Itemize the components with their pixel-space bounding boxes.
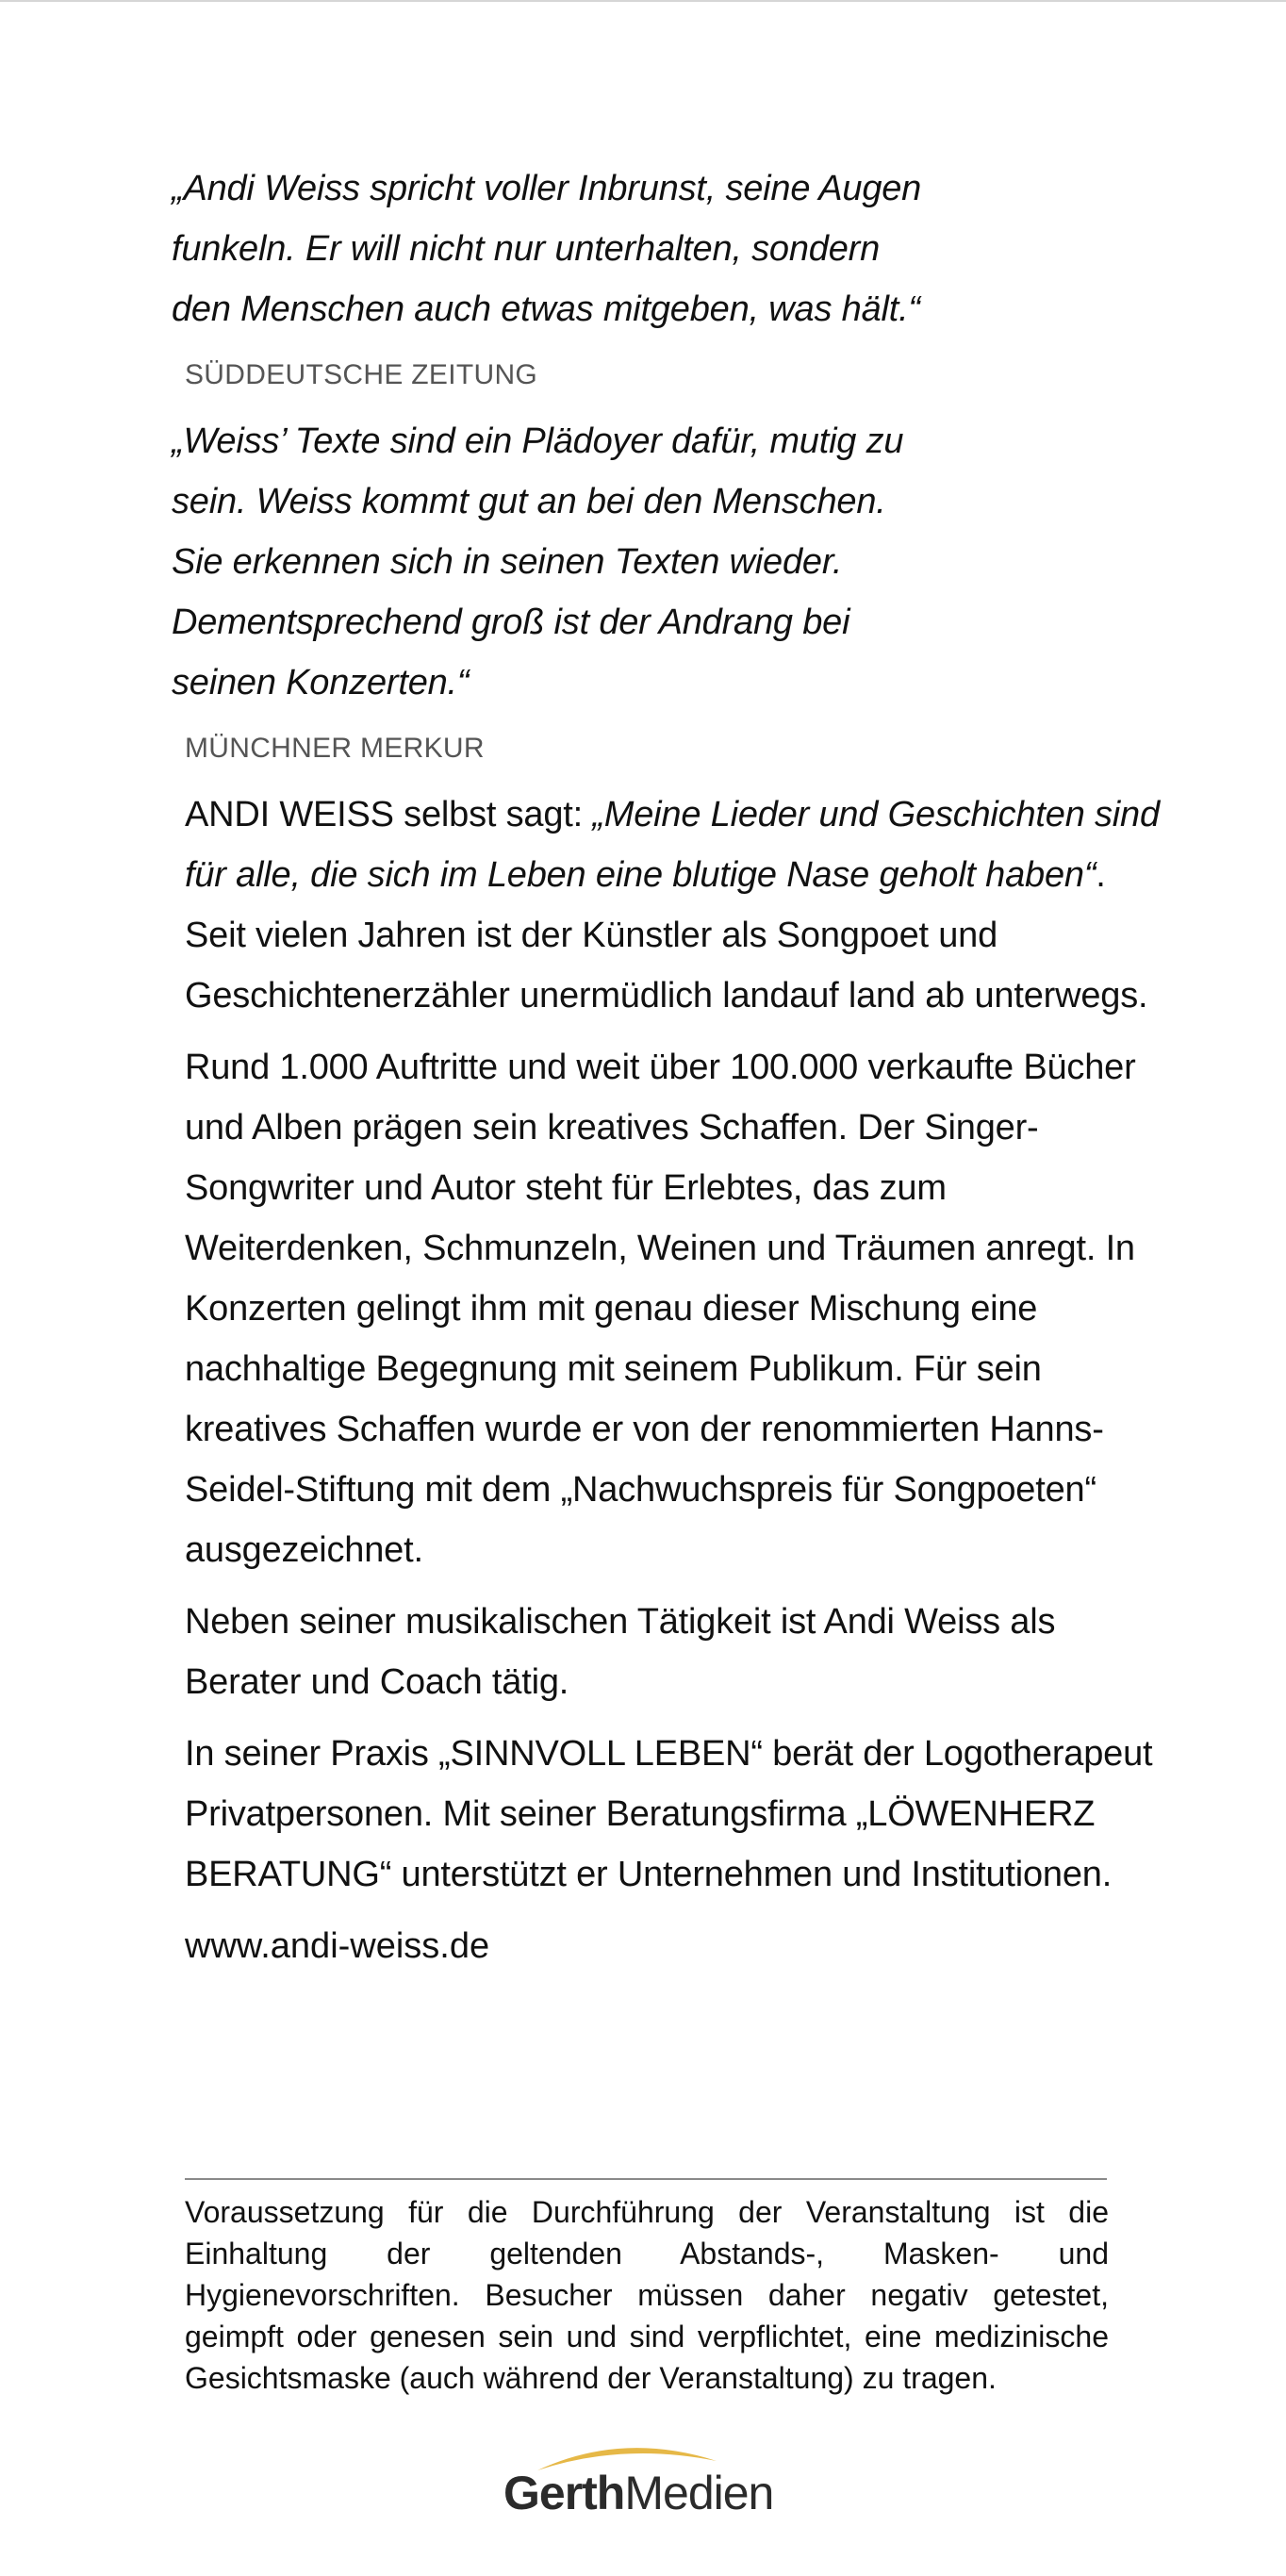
quote-line: Sie erkennen sich in seinen Texten wieder.: [172, 542, 843, 582]
main-content: [172, 158, 1165, 1976]
press-quote-2: [172, 411, 1165, 713]
quote-source-2: MÜNCHNER MERKUR: [185, 733, 485, 764]
bio-paragraph-1: [185, 784, 1165, 1026]
bio-paragraph-2: Rund 1.000 Auftritte und weit über 100.000 verkaufte Bücher und Alben prägen sein kreatives Schaffen. Der Singer-Songwriter und Autor steht für Erlebtes, das zum Weiterdenken, Schmunzeln, Weinen und Träumen anregt. In Konzerten gelingt ihm mit genau dieser Mischung eine nachhaltige Begegnung mit seinem Publikum. Für sein kreatives Schaffen wurde er von der renommierten Hanns-Seidel-Stiftung mit dem „Nachwuchspreis für Songpoeten“ ausgezeichnet.: [185, 1048, 1136, 1570]
logo-medien: Medien: [624, 2467, 774, 2519]
footer-divider: [185, 2178, 1107, 2180]
press-quote-1: [172, 158, 1165, 339]
quote-line: „Weiss’ Texte sind ein Plädoyer dafür, mutig zu: [172, 421, 904, 461]
bio-intro-prefix: ANDI WEISS selbst sagt:: [185, 795, 593, 834]
bio-intro-quote: „Meine Lieder und Geschichten sind für alle, die sich im Leben eine blutige Nase geholt haben“: [185, 795, 1160, 895]
logo-wordmark: [503, 2465, 773, 2521]
logo-gerth: Gerth: [503, 2467, 625, 2519]
quote-line: „Andi Weiss spricht voller Inbrunst, seine Augen: [172, 169, 922, 208]
quote-source-1: SÜDDEUTSCHE ZEITUNG: [185, 359, 538, 390]
website-link[interactable]: www.andi-weiss.de: [185, 1926, 490, 1966]
covid-notice: Voraussetzung für die Durchführung der Veranstaltung ist die Einhaltung der geltenden Abstands-, Masken- und Hygienevorschriften. Besucher müssen daher negativ getestet, geimpft oder genesen sein und sind verpflichtet, eine medizinische Gesichtsmaske (auch während der Veranstaltung) zu tragen.: [185, 2195, 1109, 2395]
bio-paragraph-4: In seiner Praxis „SINNVOLL LEBEN“ berät der Logotherapeut Privatpersonen. Mit seiner Beratungsfirma „LÖWENHERZ BERATUNG“ unterstützt er Unternehmen und Institutionen.: [185, 1734, 1153, 1894]
bio-intro-rest: . Seit vielen Jahren ist der Künstler als Songpoet und Geschichtenerzähler unermüdlich landauf land ab unterwegs.: [185, 855, 1148, 1016]
quote-line: seinen Konzerten.“: [172, 663, 470, 702]
top-divider: [0, 0, 1286, 2]
quote-line: funkeln. Er will nicht nur unterhalten, sondern: [172, 229, 881, 269]
quote-line: sein. Weiss kommt gut an bei den Menschen.: [172, 482, 886, 521]
gerth-medien-logo: [500, 2429, 774, 2533]
quote-line: den Menschen auch etwas mitgeben, was hält.“: [172, 289, 920, 329]
quote-line: Dementsprechend groß ist der Andrang bei: [172, 603, 850, 642]
bio-paragraph-3: Neben seiner musikalischen Tätigkeit ist Andi Weiss als Berater und Coach tätig.: [185, 1602, 1056, 1702]
